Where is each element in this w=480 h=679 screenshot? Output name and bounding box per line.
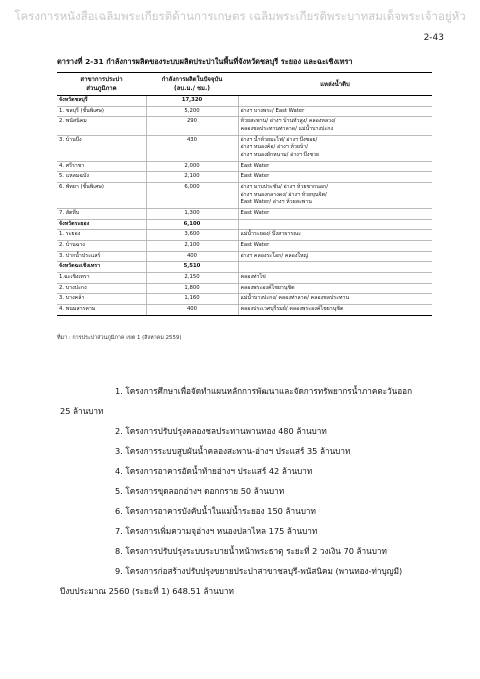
table-row <box>57 183 432 209</box>
branch-cell: จังหวัดชลบุรี <box>57 96 146 107</box>
header-region-line2: ส่วนภูมิภาค <box>86 85 117 92</box>
water-source-line: อ่างฯ หนองผักหนาม/ อ่างฯ บึงชวย <box>240 152 320 159</box>
table-row <box>57 283 432 294</box>
table-row <box>57 241 432 252</box>
capacity-cell: 290 <box>146 117 238 135</box>
water-source-line: คลองประเวศบุรีรมย์/ คลองพระองค์ไชยานุชิต <box>240 306 344 313</box>
water-source-line: อ่างฯ หนองค้อ/ อ่างฯ ห้วยบ้า/ <box>240 144 309 151</box>
capacity-cell: 400 <box>146 251 238 262</box>
branch-cell: 6. พัทยา (ชั้นพิเศษ) <box>57 183 146 209</box>
capacity-cell: 2,100 <box>146 172 238 183</box>
capacity-cell: 400 <box>146 305 238 316</box>
water-source-line: คลองชลประทานท่าลาด/ แม่น้ำบางปะกง <box>240 126 334 133</box>
table-row <box>57 135 432 161</box>
branch-cell: จังหวัดระยอง <box>57 219 146 230</box>
project-item-2: 2. โครงการปรับปรุงคลองชลประทานพานทอง 480 ล้านบาท <box>115 426 327 436</box>
running-header: โครงการหนังสือเฉลิมพระเกียรติด้านการเกษตร เฉลิมพระเกียรติพระบาทสมเด็จพระเจ้าอยู่หัว <box>14 9 466 23</box>
table-row <box>57 294 432 305</box>
water-source-cell <box>238 117 432 135</box>
capacity-cell: 1,300 <box>146 209 238 220</box>
table-row <box>57 230 432 241</box>
water-source-line: อ่างฯ น้ำห้วยมะไฟ/ อ่างฯ บึงซอย/ <box>240 136 318 143</box>
table-row <box>57 251 432 262</box>
water-source-cell <box>238 305 432 316</box>
project-item-6: 6. โครงการอาคารบังคับน้ำในแม่น้ำระยอง 150 ล้านบาท <box>115 506 316 516</box>
table-row <box>57 209 432 220</box>
table-row <box>57 161 432 172</box>
water-source-line: East Water <box>240 242 270 249</box>
water-source-cell <box>238 135 432 161</box>
table-row <box>57 106 432 117</box>
water-source-line: อ่างฯ บางพระ/ East Water <box>240 107 305 114</box>
water-source-cell <box>238 241 432 252</box>
project-item-1-line1: 1. โครงการศึกษาเพื่อจัดทำแผนหลักการพัฒนาและจัดการทรัพยากรน้ำภาคตะวันออก <box>115 386 413 396</box>
capacity-cell: 6,100 <box>146 219 238 230</box>
water-source-line: East Water <box>240 173 270 180</box>
project-item-9-line2: ปีงบประมาณ 2560 (ระยะที่ 1) 648.51 ล้านบาท <box>60 586 234 596</box>
capacity-cell: 5,200 <box>146 106 238 117</box>
project-item-5: 5. โครงการขุดลอกอ่างฯ ดอกกราย 50 ล้านบาท <box>115 486 285 496</box>
branch-cell: 7. สัตหีบ <box>57 209 146 220</box>
project-item-1-line2: 25 ล้านบาท <box>60 406 104 416</box>
water-source-cell <box>238 209 432 220</box>
water-source-cell <box>238 230 432 241</box>
project-item-9-line1: 9. โครงการก่อสร้างปรับปรุงขยายประปาสาขาชลบุรี-พนัสนิคม (พานทอง-ท่าบุญมี) <box>115 566 403 576</box>
capacity-cell: 6,000 <box>146 183 238 209</box>
branch-cell: 3. ปากน้ำประแสร์ <box>57 251 146 262</box>
water-source-cell <box>238 172 432 183</box>
branch-cell: 3. บางคล้า <box>57 294 146 305</box>
water-source-line: ห้วยสะพาน/ อ่างฯ บ้านหัวสูง/ คลองหลวง/ <box>240 118 336 125</box>
header-capacity-line2: (ลบ.ม./ ชม.) <box>173 85 211 92</box>
capacity-cell: 2,000 <box>146 161 238 172</box>
capacity-cell: 2,100 <box>146 241 238 252</box>
capacity-cell: 3,600 <box>146 230 238 241</box>
water-source-line: อ่างฯ มาบประชัน/ อ่างฯ ห้วยชากนอก/ <box>240 184 329 191</box>
branch-cell: 2. บ้านฉาง <box>57 241 146 252</box>
table-header-row <box>57 73 432 96</box>
water-source-cell <box>238 96 432 107</box>
water-source-line: East Water <box>240 162 270 169</box>
capacity-cell: 17,320 <box>146 96 238 107</box>
water-source-line: East Water/ อ่างฯ ห้วยสะพาน <box>240 199 312 206</box>
table-row <box>57 305 432 316</box>
water-source-cell <box>238 251 432 262</box>
water-source-line: อ่างฯ หนองกลางดง/ อ่างฯ ห้วยขุนจิต/ <box>240 191 327 198</box>
water-source-line: คลองท่าไข่ <box>240 274 266 281</box>
water-source-cell <box>238 283 432 294</box>
branch-cell: 1. ชลบุรี (ชั้นพิเศษ) <box>57 106 146 117</box>
page-number: 2-43 <box>423 33 444 43</box>
table-row <box>57 117 432 135</box>
water-source-line: อ่างฯ คลองระโอก/ คลองใหญ่ <box>240 252 308 259</box>
table-row <box>57 172 432 183</box>
project-item-7: 7. โครงการเพิ่มความจุอ่างฯ หนองปลาไหล 175 ล้านบาท <box>115 526 318 536</box>
water-source-line: แม่น้ำบางปะกง/ คลองท่าลาด/ คลองชลประทาน <box>240 295 350 302</box>
water-source-cell <box>238 219 432 230</box>
water-source-cell <box>238 106 432 117</box>
water-source-cell <box>238 183 432 209</box>
branch-cell: 3. บ้านบึง <box>57 135 146 161</box>
capacity-cell: 5,510 <box>146 262 238 273</box>
table-title: ตารางที่ 2-31 กำลังการผลิตของระบบผลิตประปาในพื้นที่จังหวัดชลบุรี ระยอง และฉะเชิงเทรา <box>57 57 353 66</box>
project-item-3: 3. โครงการระบบสูบผันน้ำคลองสะพาน-อ่างฯ ประแสร์ 35 ล้านบาท <box>115 446 351 456</box>
water-source-cell <box>238 262 432 273</box>
table-row <box>57 273 432 284</box>
province-row <box>57 219 432 230</box>
water-source-line: คลองพระองค์ไชยานุชิต <box>240 284 295 291</box>
capacity-cell: 1,160 <box>146 294 238 305</box>
header-capacity-line1: กำลังการผลิตในปัจจุบัน <box>161 76 223 83</box>
branch-cell: 2. พนัสนิคม <box>57 117 146 135</box>
water-source-cell <box>238 294 432 305</box>
branch-cell: 1.ฉะเชิงเทรา <box>57 273 146 284</box>
capacity-cell: 430 <box>146 135 238 161</box>
water-source-cell <box>238 273 432 284</box>
branch-cell: 5. แหลมฉบัง <box>57 172 146 183</box>
branch-cell: จังหวัดฉะเชิงเทรา <box>57 262 146 273</box>
capacity-cell: 1,800 <box>146 283 238 294</box>
water-source-line: East Water <box>240 210 270 217</box>
province-row <box>57 96 432 107</box>
water-source-cell <box>238 161 432 172</box>
water-source-line: แม่น้ำระยอง/ บึงสาธารณะ <box>240 231 301 238</box>
branch-cell: 2. บางปะกง <box>57 283 146 294</box>
branch-cell: 4. ศรีราชา <box>57 161 146 172</box>
capacity-cell: 2,150 <box>146 273 238 284</box>
table-source-note: ที่มา : การประปาส่วนภูมิภาค เขต 1 (สิงหาคม 2559) <box>57 335 182 341</box>
project-item-4: 4. โครงการอาคารอัดน้ำท้ายอ่างฯ ประแสร์ 42 ล้านบาท <box>115 466 313 476</box>
branch-cell: 1. ระยอง <box>57 230 146 241</box>
production-capacity-table <box>57 72 432 316</box>
province-row <box>57 262 432 273</box>
header-water-source: แหล่งน้ำดิบ <box>238 73 432 96</box>
header-region <box>57 73 146 96</box>
header-capacity <box>146 73 238 96</box>
branch-cell: 4. พนมสารคาม <box>57 305 146 316</box>
header-region-line1: สาขาการประปา <box>80 76 123 83</box>
project-item-8: 8. โครงการปรับปรุงระบบระบายน้ำหน้าพระธาตุ ระยะที่ 2 วงเงิน 70 ล้านบาท <box>115 546 387 556</box>
